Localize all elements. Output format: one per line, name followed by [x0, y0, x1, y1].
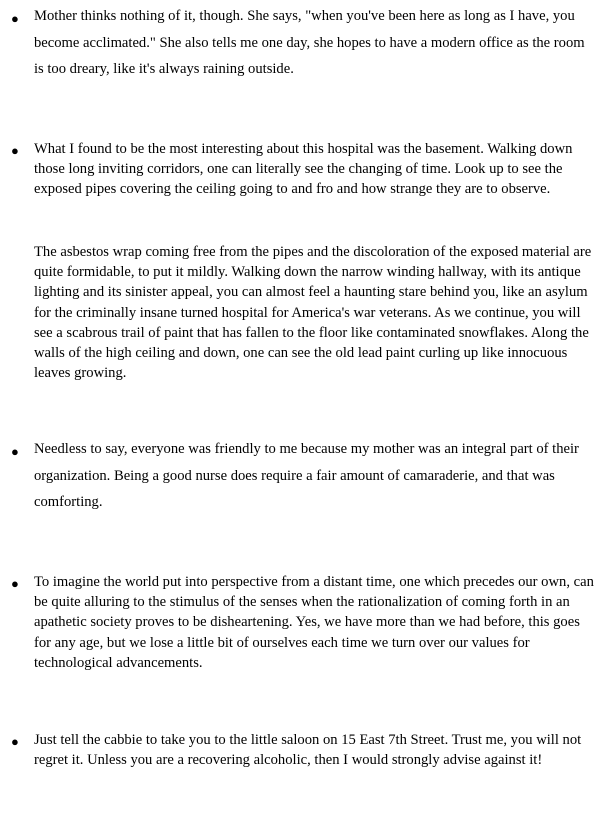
paragraph: Mother thinks nothing of it, though. She says, "when you've been here as long as I have, you become acclimated." She also tells me one day, she hopes to have a modern office as the room is too dreary, like it's always raining outside. — [34, 8, 585, 77]
paragraph: Needless to say, everyone was friendly to me because my mother was an integral part of their organization. Being a good nurse does require a fair amount of camaraderie, and that was comforting. — [34, 441, 579, 510]
paragraph: To imagine the world put into perspective from a distant time, one which precedes our own, can be quite alluring to the stimulus of the senses when the rationalization of coming forth in an apathetic society proves to be disheartening. Yes, we have more than we had before, this goes for any age, but we lose a little bit of ourselves each time we turn over our values for technological advancements. — [34, 574, 594, 671]
paragraph: The asbestos wrap coming free from the pipes and the discoloration of the exposed material are quite formidable, to put it mildly. Walking down the narrow winding hallway, with its antique lighting and its sinister appeal, you can almost feel a haunting stare behind you, like an asylum for the criminally insane turned hospital for America's war veterans. As we continue, you will see a scabrous trail of paint that has fallen to the floor like contaminated snowflakes. Along the walls of the high ceiling and down, one can see the old lead paint curling up like innocuous leaves growing. — [34, 244, 592, 382]
bullet-icon: ● — [11, 576, 19, 591]
paragraph: What I found to be the most interesting about this hospital was the basement. Walking down those long inviting corridors, one can literally see the changing of time. Look up to see the exposed pipes covering the ceiling going to and fro and how strange they are to observe. — [34, 141, 573, 198]
bullet-icon: ● — [11, 143, 19, 158]
bullet-icon: ● — [11, 11, 19, 26]
bullet-icon: ● — [11, 444, 19, 459]
paragraph: Just tell the cabbie to take you to the little saloon on 15 East 7th Street. Trust me, you will not regret it. Unless you are a recovering alcoholic, then I would strongly advise against it! — [34, 732, 582, 769]
bullet-icon: ● — [11, 734, 19, 749]
